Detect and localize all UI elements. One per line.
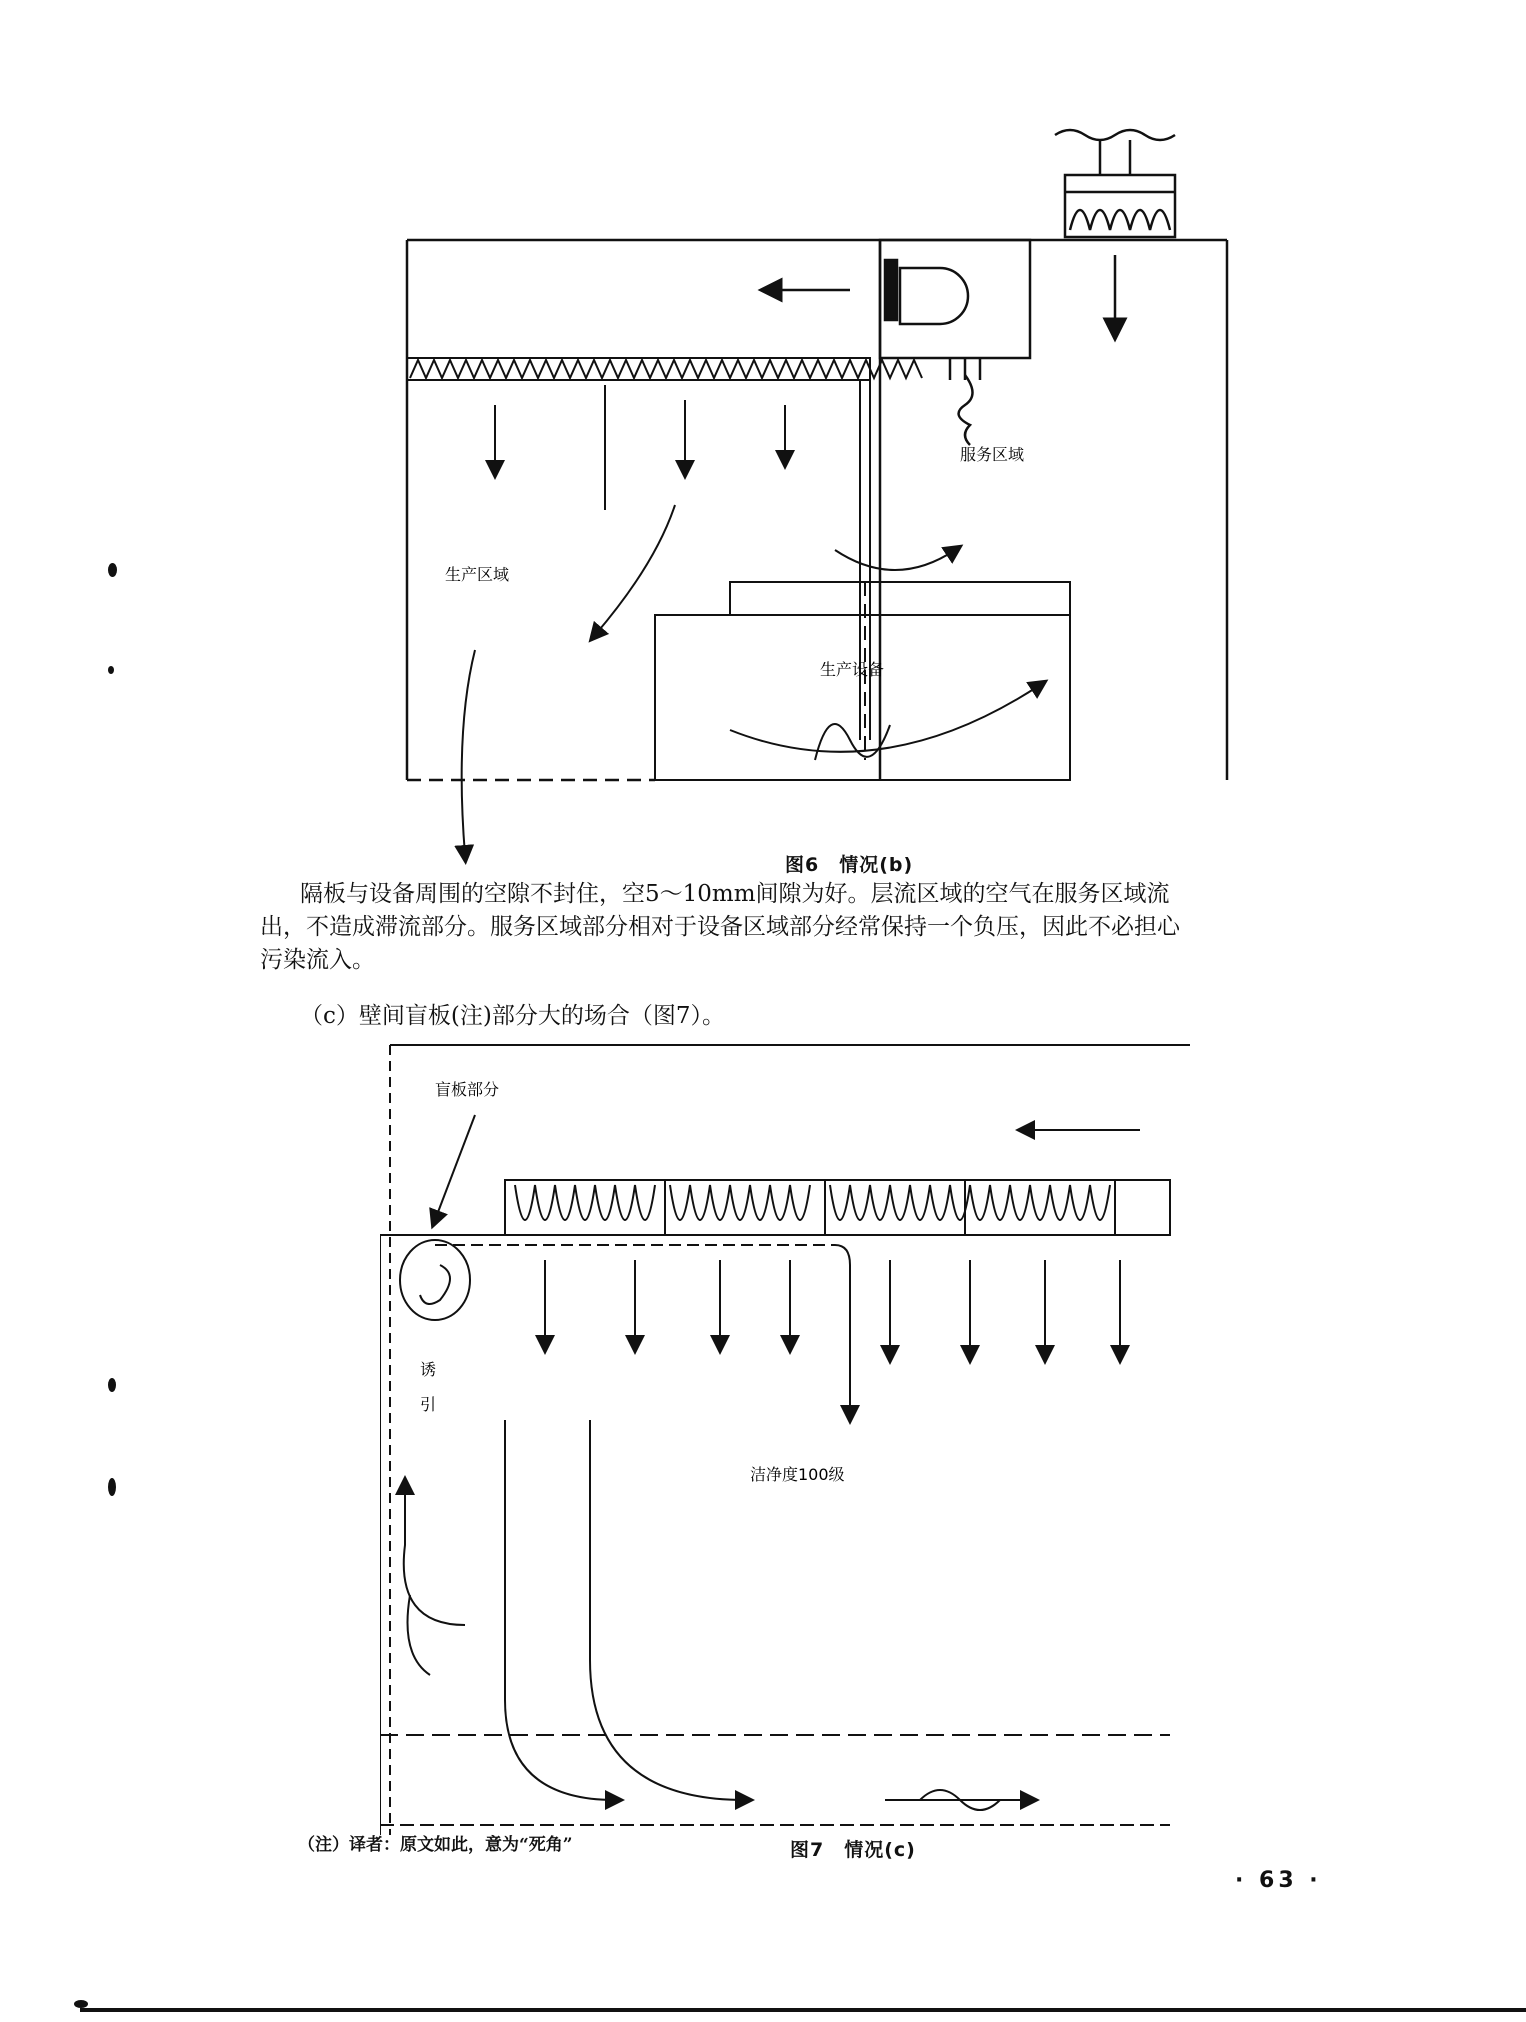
margin-speck [74,2000,88,2008]
margin-speck [108,666,114,674]
cleanliness-label: 洁净度100级 [750,1465,845,1484]
production-area-label: 生产区域 [445,565,510,584]
figure-6-caption: 图6 情况(b) [785,854,914,876]
fan-housing [770,240,1030,780]
paragraph-line: 污染流入。 [260,947,375,973]
hepa-filter-fig7 [505,1180,1170,1235]
figure-6-svg [390,120,1240,870]
figure-7-caption: 图7 情况(c) [790,1839,916,1861]
body-paragraph-1-cont [260,911,1430,977]
margin-speck [108,1478,116,1496]
service-area-label: 服务区域 [960,445,1025,464]
figure-7-svg [380,1035,1200,1845]
figure-7-diagram [380,1035,1200,1845]
airflow-arrows-fig6 [462,385,1040,855]
section-heading-c: （c）壁间盲板(注)部分大的场合（图7）。 [300,1003,725,1029]
hepa-filter-fig6 [407,358,922,740]
room-outline-fig7 [380,1045,1190,1835]
room-outline [407,240,1227,780]
margin-speck [108,563,117,577]
blind-part-label: 盲板部分 [435,1080,500,1099]
page-number: · 63 · [1235,1868,1322,1893]
paragraph-line: 隔板与设备周围的空隙不封住，空5～10mm间隙为好。层流区域的空气在服务区域流 [300,881,1170,907]
bottom-rule [80,2008,1526,2012]
paragraph-line: 出，不造成滞流部分。服务区域部分相对于设备区域部分经常保持一个负压，因此不必担心 [260,914,1180,940]
figure-6-diagram [390,120,1240,870]
induced-label-2: 引 [420,1395,437,1414]
footnote: （注）译者：原文如此，意为“死角” [298,1835,573,1855]
body-paragraph-1 [300,878,1430,911]
induced-label-1: 诱 [420,1360,437,1379]
airflow-arrows-fig7 [404,1260,1120,1810]
margin-speck [108,1378,116,1392]
blind-part-indicator [400,1115,850,1415]
production-equipment-label: 生产设备 [820,660,885,679]
supply-blower-unit [1055,130,1175,330]
